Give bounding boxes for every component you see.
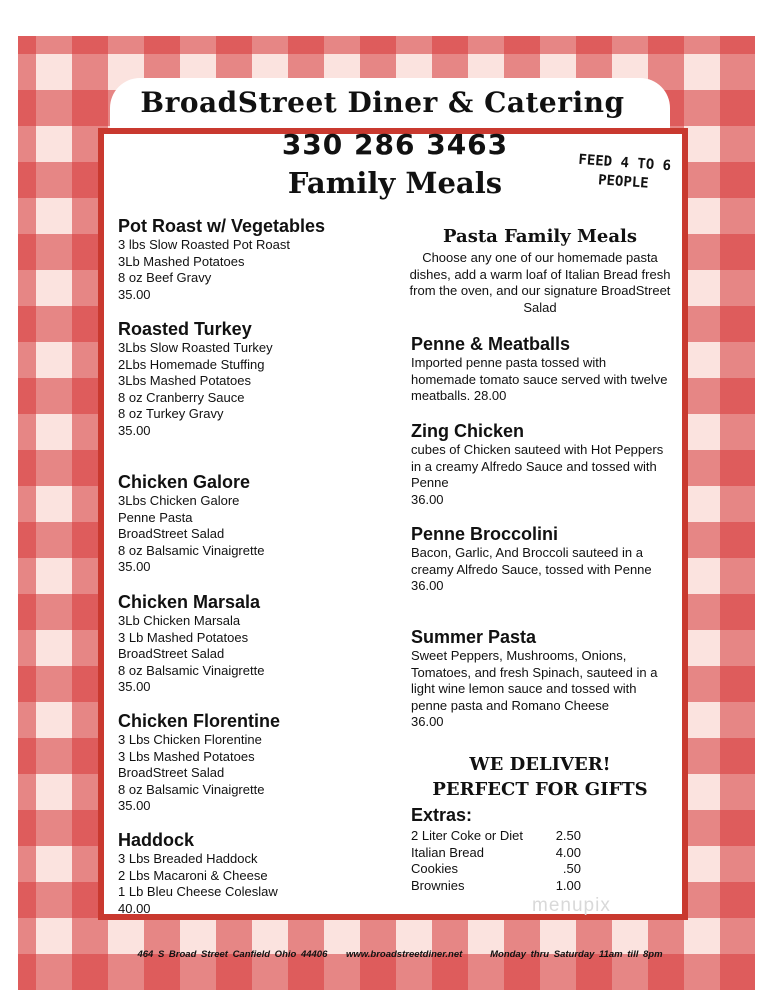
item-price: 35.00 xyxy=(118,559,151,574)
item-line: 8 oz Cranberry Sauce xyxy=(118,389,245,405)
extra-name: Italian Bread xyxy=(411,844,484,860)
extras-row xyxy=(411,861,581,878)
promo-gifts: PERFECT FOR GIFTS xyxy=(432,779,648,800)
pasta-heading: Pasta Family Meals xyxy=(442,226,637,247)
menu-item-summer-pasta xyxy=(411,626,673,731)
footer-website[interactable]: www.broadstreetdiner.net xyxy=(345,949,463,960)
menu-item-pot-roast xyxy=(118,215,388,303)
item-price: 35.00 xyxy=(118,679,151,694)
item-line: 3Lb Chicken Marsala xyxy=(118,613,241,628)
phone-number: 330 286 3463 xyxy=(281,128,509,161)
item-line: 2 Lbs Macaroni & Cheese xyxy=(118,867,268,883)
item-name: Summer Pasta xyxy=(411,627,537,647)
extra-price: 4.00 xyxy=(555,844,581,860)
item-line: 3Lbs Chicken Galore xyxy=(118,493,240,508)
item-line: BroadStreet Salad xyxy=(118,646,225,661)
item-line: BroadStreet Salad xyxy=(118,526,225,541)
item-price: 36.00 xyxy=(411,578,444,593)
item-line: 2Lbs Homemade Stuffing xyxy=(118,356,265,372)
item-description: Imported penne pasta tossed with homemade tomato sauce served with twelve meatballs. 28.00 xyxy=(411,355,668,403)
item-line: 3Lbs Slow Roasted Turkey xyxy=(118,340,273,355)
menu-item-chicken-marsala xyxy=(118,591,388,696)
extra-name: 2 Liter Coke or Diet xyxy=(411,828,523,843)
item-price: 36.00 xyxy=(411,491,444,507)
item-description: cubes of Chicken sauteed with Hot Peppers in a creamy Alfredo Sauce and tossed with Penne xyxy=(411,442,664,490)
pasta-intro: Choose any one of our homemade pasta dishes, add a warm loaf of Italian Bread fresh from the oven, and our signature BroadStreet Salad xyxy=(409,250,671,315)
menu-item-zing-chicken xyxy=(411,420,673,508)
item-line: 1 Lb Bleu Cheese Coleslaw xyxy=(118,884,278,899)
item-line: 3 Lbs Mashed Potatoes xyxy=(118,748,255,764)
item-name: Haddock xyxy=(118,830,195,850)
menu-item-haddock xyxy=(118,829,388,917)
extra-price: 1.00 xyxy=(555,877,581,893)
item-line: 3 lbs Slow Roasted Pot Roast xyxy=(118,237,290,252)
item-name: Penne & Meatballs xyxy=(411,334,571,354)
feed-note xyxy=(573,151,675,196)
item-price: 40.00 xyxy=(118,900,151,916)
feed-note-line2: PEOPLE xyxy=(597,172,650,192)
item-name: Zing Chicken xyxy=(411,421,525,441)
item-description: Sweet Peppers, Mushrooms, Onions, Tomatoes, and fresh Spinach, sauteed in a light wine lemon sauce and tossed with penne pasta and Romano Cheese xyxy=(411,648,658,713)
extras-heading: Extras: xyxy=(411,805,473,825)
extras-row xyxy=(411,845,581,862)
item-line: 8 oz Balsamic Vinaigrette xyxy=(118,662,265,678)
item-price: 35.00 xyxy=(118,798,151,813)
extra-name: Cookies xyxy=(411,861,458,876)
item-price: 35.00 xyxy=(118,286,151,302)
footer xyxy=(0,949,765,960)
item-line: 8 oz Turkey Gravy xyxy=(118,406,224,421)
footer-hours: Monday thru Saturday 11am till 8pm xyxy=(490,949,663,960)
top-margin xyxy=(0,0,765,36)
item-line: 3Lbs Mashed Potatoes xyxy=(118,373,251,388)
extras-row xyxy=(411,878,581,895)
item-line: 3 Lbs Chicken Florentine xyxy=(118,732,262,747)
menu-item-penne-meatballs xyxy=(411,333,673,405)
menu-item-roasted-turkey xyxy=(118,318,388,439)
extras-row xyxy=(411,828,581,845)
page-title: Family Meals xyxy=(287,166,503,200)
item-description: Bacon, Garlic, And Broccoli sauteed in a creamy Alfredo Sauce, tossed with Penne xyxy=(411,545,652,577)
item-name: Chicken Marsala xyxy=(118,592,261,612)
menu-item-chicken-florentine xyxy=(118,710,388,815)
item-line: BroadStreet Salad xyxy=(118,765,225,780)
item-line: 3 Lbs Breaded Haddock xyxy=(118,851,258,866)
item-price: 35.00 xyxy=(118,422,151,438)
item-name: Roasted Turkey xyxy=(118,319,252,339)
item-name: Pot Roast w/ Vegetables xyxy=(118,216,326,236)
item-line: Penne Pasta xyxy=(118,509,193,525)
menu-item-chicken-galore xyxy=(118,471,388,576)
extra-price: 2.50 xyxy=(555,828,581,843)
promo-block xyxy=(405,752,675,802)
watermark: menupix xyxy=(532,895,611,916)
extra-price: .50 xyxy=(562,861,581,876)
item-name: Chicken Florentine xyxy=(118,711,281,731)
menu-item-penne-broccolini xyxy=(411,523,673,595)
feed-note-line1: FEED 4 TO 6 xyxy=(577,151,672,175)
item-line: 3Lb Mashed Potatoes xyxy=(118,253,245,269)
item-line: 3 Lb Mashed Potatoes xyxy=(118,629,249,645)
extras-section xyxy=(411,804,581,894)
item-price: 36.00 xyxy=(411,714,444,729)
extra-name: Brownies xyxy=(411,877,465,893)
promo-deliver: WE DELIVER! xyxy=(469,754,611,775)
item-name: Chicken Galore xyxy=(118,472,251,492)
item-name: Penne Broccolini xyxy=(411,524,559,544)
restaurant-title: BroadStreet Diner & Catering xyxy=(140,86,625,119)
item-line: 8 oz Beef Gravy xyxy=(118,270,212,285)
item-line: 8 oz Balsamic Vinaigrette xyxy=(118,781,265,797)
item-line: 8 oz Balsamic Vinaigrette xyxy=(118,542,265,558)
footer-address: 464 S Broad Street Canfield Ohio 44406 xyxy=(137,949,328,960)
